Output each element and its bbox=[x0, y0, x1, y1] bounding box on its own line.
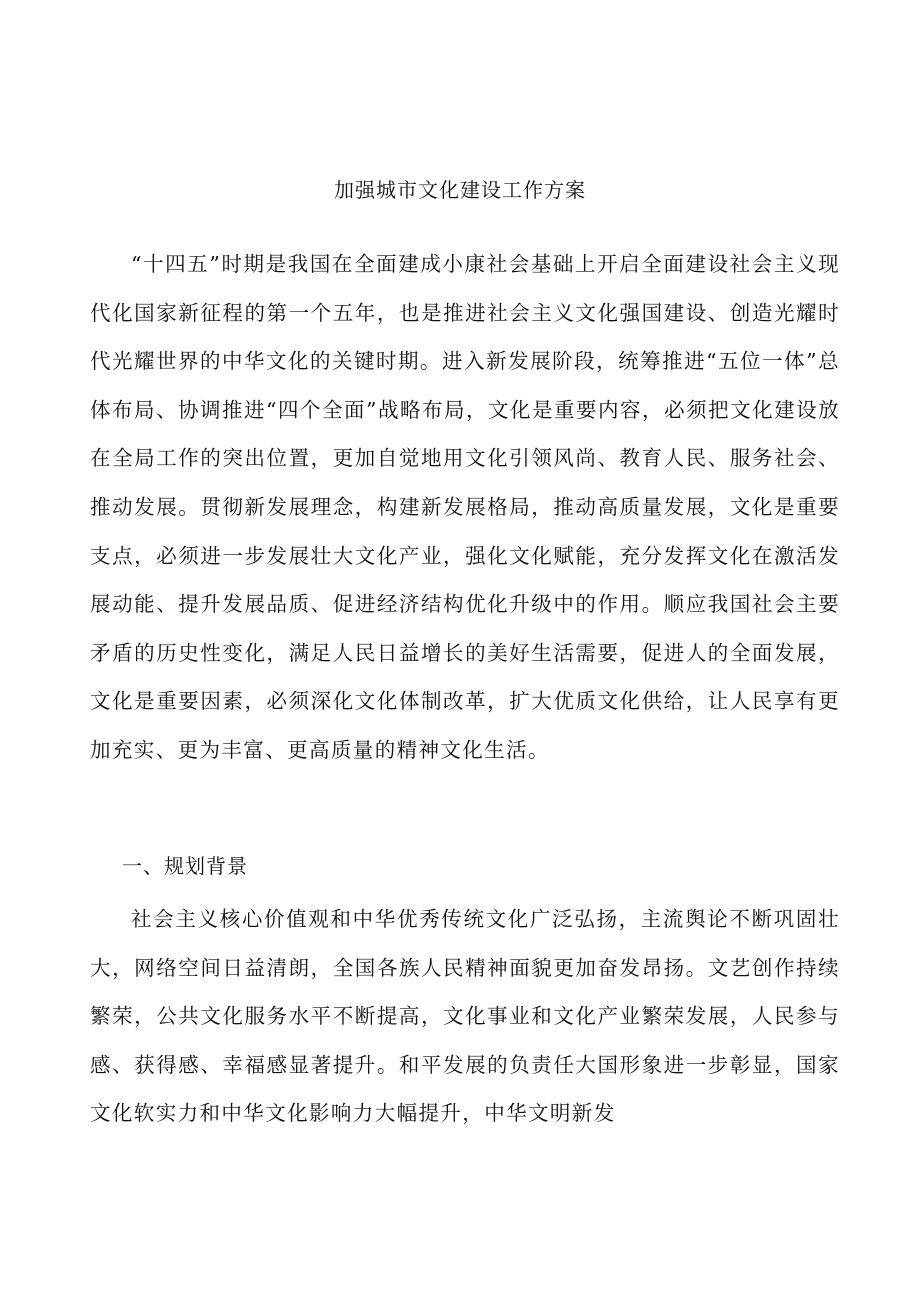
intro-paragraph: “十四五”时期是我国在全面建成小康社会基础上开启全面建设社会主义现代化国家新征程的第一个五年，也是推进社会主义文化强国建设、创造光耀时代光耀世界的中华文化的关键时期。进入新发展阶段，统筹推进“五位一体”总体布局、协调推进“四个全面”战略布局，文化是重要内容，必须把文化建设放在全局工作的突出位置，更加自觉地用文化引领风尚、教育人民、服务社会、推动发展。贯彻新发展理念，构建新发展格局，推动高质量发展，文化是重要支点，必须进一步发展壮大文化产业，强化文化赋能，充分发挥文化在激活发展动能、提升发展品质、促进经济结构优化升级中的作用。顺应我国社会主要矛盾的历史性变化，满足人民日益增长的美好生活需要，促进人的全面发展，文化是重要因素，必须深化文化体制改革，扩大优质文化供给，让人民享有更加充实、更为丰富、更高质量的精神文化生活。 bbox=[90, 252, 840, 762]
background-paragraph: 社会主义核心价值观和中华优秀传统文化广泛弘扬，主流舆论不断巩固壮大，网络空间日益清朗，全国各族人民精神面貌更加奋发昂扬。文艺创作持续繁荣，公共文化服务水平不断提高，文化事业和文化产业繁荣发展，人民参与感、获得感、幸福感显著提升。和平发展的负责任大国形象进一步彰显，国家文化软实力和中华文化影响力大幅提升，中华文明新发 bbox=[90, 907, 840, 1126]
document-title: 加强城市文化建设工作方案 bbox=[334, 178, 586, 202]
section-heading-background: 一、规划背景 bbox=[122, 854, 248, 878]
